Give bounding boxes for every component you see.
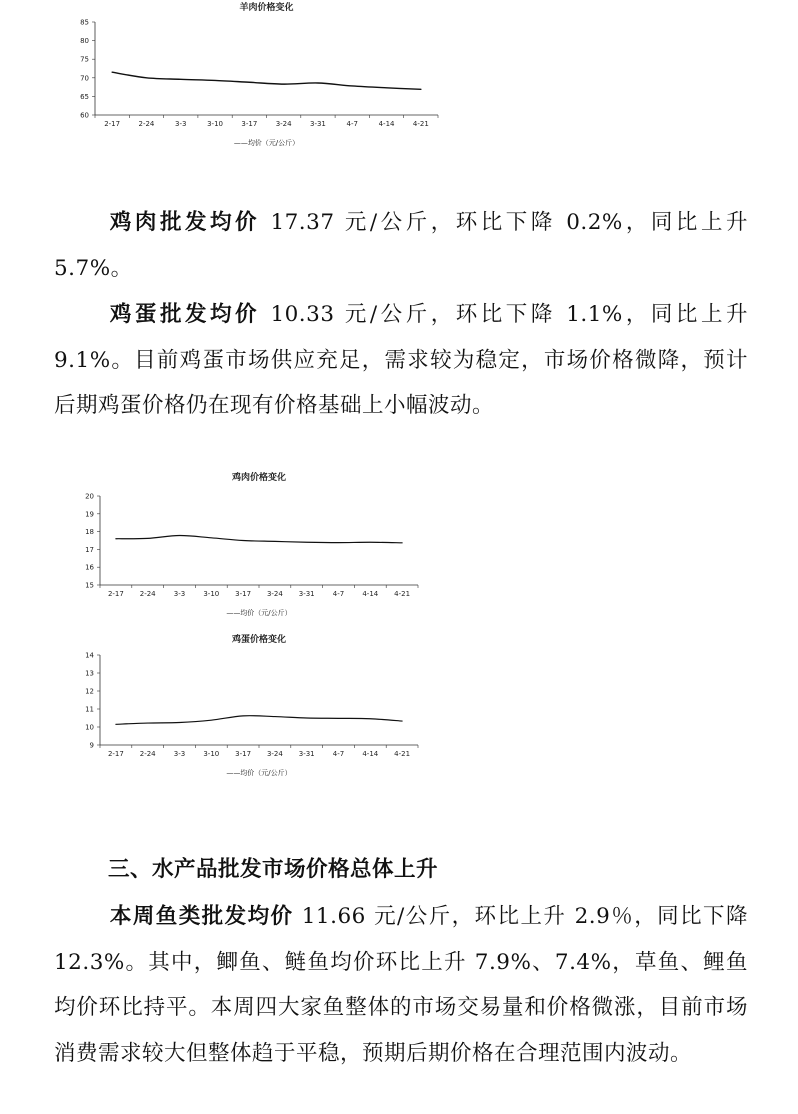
x-tick-label: 3-31 (298, 590, 315, 598)
x-tick-label: 2-24 (139, 590, 156, 598)
x-tick-label: 2-24 (139, 750, 156, 758)
y-tick-label: 16 (85, 563, 94, 572)
chicken-price-chart (0, 470, 430, 640)
y-tick-label: 80 (80, 37, 89, 46)
x-tick-label: 3-3 (173, 590, 186, 598)
chicken-price-text: 17.37 元/公斤，环比下降 0.2%，同比上升 5.7%。 (54, 210, 748, 281)
y-tick-label: 65 (80, 92, 89, 101)
x-tick-label: 3-10 (203, 750, 220, 758)
y-tick-label: 19 (85, 510, 94, 519)
x-tick-label: 4-14 (362, 750, 379, 758)
x-tick-label: 3-24 (266, 750, 283, 758)
chart-legend: ——均价（元/公斤） (233, 139, 300, 147)
y-tick-label: 60 (80, 111, 89, 120)
x-tick-label: 3-24 (266, 590, 283, 598)
fish-price-text: 11.66 元/公斤，环比上升 2.9％，同比下降 12.3%。其中，鲫鱼、鲢鱼均价环比上升 7.9%、7.4%，草鱼、鲤鱼均价环比持平。本周四大家鱼整体的市场交易量和价格微涨，目前市场消费需求较大但整体趋于平稳，预期后期价格在合理范围内波动。 (54, 904, 748, 1066)
y-tick-label: 70 (80, 74, 89, 83)
x-tick-label: 2-17 (107, 750, 124, 758)
mutton-price-chart (0, 0, 450, 155)
x-tick-label: 2-24 (138, 120, 155, 128)
y-tick-label: 15 (85, 581, 94, 590)
x-tick-label: 4-21 (394, 590, 411, 598)
y-tick-label: 18 (85, 528, 94, 537)
x-tick-label: 3-10 (203, 590, 220, 598)
chicken-price-paragraph (54, 200, 748, 291)
x-tick-label: 4-14 (378, 120, 395, 128)
series-line (112, 72, 421, 89)
egg-price-text: 10.33 元/公斤，环比下降 1.1%，同比上升 9.1%。目前鸡蛋市场供应充足，需求较为稳定，市场价格微降，预计后期鸡蛋价格仍在现有价格基础上小幅波动。 (54, 302, 748, 418)
fish-price-paragraph (54, 894, 748, 1076)
chicken-price-label: 鸡肉批发均价 (109, 210, 261, 235)
x-tick-label: 3-17 (241, 120, 258, 128)
chart-legend: ——均价（元/公斤） (226, 609, 292, 617)
x-tick-label: 3-24 (275, 120, 292, 128)
x-tick-label: 3-10 (207, 120, 223, 128)
x-tick-label: 2-17 (104, 120, 121, 128)
chart-legend: ——均价（元/公斤） (226, 769, 292, 777)
y-tick-label: 13 (85, 669, 94, 678)
y-tick-label: 17 (85, 545, 94, 554)
x-tick-label: 4-7 (346, 120, 358, 128)
chart-title: 鸡肉价格变化 (231, 473, 287, 483)
y-tick-label: 10 (85, 723, 94, 732)
x-tick-label: 3-31 (298, 750, 315, 758)
y-tick-label: 85 (80, 18, 89, 27)
fish-price-label: 本周鱼类批发均价 (109, 904, 294, 929)
egg-price-paragraph (54, 292, 748, 429)
x-tick-label: 3-17 (235, 590, 252, 598)
egg-price-chart (0, 632, 430, 802)
chart-title: 鸡蛋价格变化 (231, 635, 287, 645)
chart-title: 羊肉价格变化 (239, 3, 294, 13)
x-tick-label: 4-21 (394, 750, 411, 758)
x-tick-label: 4-7 (332, 590, 345, 598)
x-tick-label: 4-7 (332, 750, 345, 758)
y-tick-label: 11 (85, 705, 94, 714)
series-line (116, 716, 402, 725)
x-tick-label: 2-17 (107, 590, 124, 598)
section-heading-aquatic: 三、水产品批发市场价格总体上升 (108, 857, 439, 882)
y-tick-label: 14 (85, 651, 94, 660)
egg-price-label: 鸡蛋批发均价 (109, 302, 261, 327)
y-tick-label: 9 (89, 741, 94, 750)
series-line (116, 536, 402, 543)
x-tick-label: 3-3 (175, 120, 187, 128)
x-tick-label: 4-21 (412, 120, 429, 128)
x-tick-label: 3-17 (235, 750, 252, 758)
x-tick-label: 3-3 (173, 750, 186, 758)
y-tick-label: 12 (85, 687, 94, 696)
x-tick-label: 4-14 (362, 590, 379, 598)
y-tick-label: 20 (85, 492, 94, 501)
y-tick-label: 75 (80, 55, 89, 64)
x-tick-label: 3-31 (310, 120, 326, 128)
